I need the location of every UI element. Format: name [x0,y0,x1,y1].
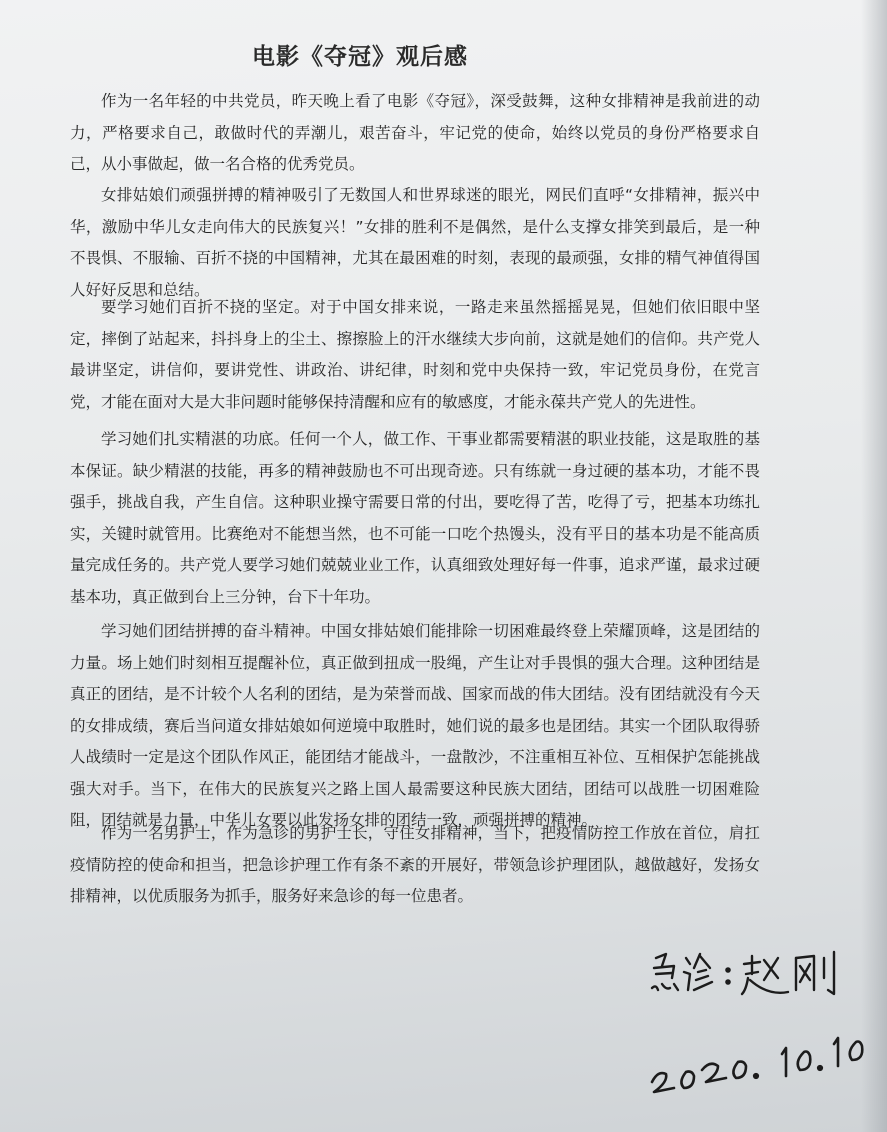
paragraph-intro: 作为一名年轻的中共党员，昨天晚上看了电影《夺冠》，深受鼓舞，这种女排精神是我前进的动力，严格要求自己，敢做时代的弄潮儿，艰苦奋斗，牢记党的使命，始终以党员的身份严格要求自己，从小事做起，做一名合格的优秀党员。 [70,92,760,173]
handwritten-signature [648,944,848,1004]
handwritten-date [640,1030,880,1110]
paragraph-spirit: 女排姑娘们顽强拼搏的精神吸引了无数国人和世界球迷的眼光，网民们直呼“女排精神，振兴中华，激励中华儿女走向伟大的民族复兴！”女排的胜利不是偶然，是什么支撑女排笑到最后，是一种不畏惧、不服输、百折不挠的中国精神，尤其在最困难的时刻，表现的最顽强，女排的精气神值得国人好好反思和总结。 [70,186,760,299]
paragraph-nurse: 作为一名男护士，作为急诊的男护士长，守住女排精神，当下，把疫情防控工作放在首位，肩扛疫情防控的使命和担当，把急诊护理工作有条不紊的开展好，带领急诊护理团队，越做越好，发扬女排精神，以优质服务为抓手，服务好来急诊的每一位患者。 [70,824,760,905]
document-title: 电影《夺冠》观后感 [252,44,468,70]
paragraph-skills: 学习她们扎实精湛的功底。任何一个人，做工作、干事业都需要精湛的职业技能，这是取胜的基本保证。缺少精湛的技能，再多的精神鼓励也不可出现奇迹。只有练就一身过硬的基本功，才能不畏强手，挑战自我，产生自信。这种职业操守需要日常的付出，要吃得了苦，吃得了亏，把基本功练扎实，关键时就管用。比赛绝对不能想当然，也不可能一口吃个热馒头，没有平日的基本功是不能高质量完成任务的。共产党人要学习她们兢兢业业工作，认真细致处理好每一件事，追求严谨，最求过硬基本功，真正做到台上三分钟，台下十年功。 [70,430,760,606]
signature-strokes [648,944,848,1004]
paragraph-unity: 学习她们团结拼搏的奋斗精神。中国女排姑娘们能排除一切困难最终登上荣耀顶峰，这是团结的力量。场上她们时刻相互提醒补位，真正做到扭成一股绳，产生让对手畏惧的强大合理。这种团结是真正的团结，是不计较个人名利的团结，是为荣誉而战、国家而战的伟大团结。没有团结就没有今天的女排成绩，赛后当问道女排姑娘如何逆境中取胜时，她们说的最多也是团结。其实一个团队取得骄人战绩时一定是这个团队作风正，能团结才能战斗，一盘散沙，不注重相互补位、互相保护怎能挑战强大对手。当下，在伟大的民族复兴之路上国人最需要这种民族大团结，团结可以战胜一切困难险阻，团结就是力量，中华儿女要以此发扬女排的团结一致，顽强拼搏的精神。 [70,622,760,829]
paper-shadow-edge [861,0,887,1132]
date-strokes [640,1030,880,1110]
paragraph-perseverance: 要学习她们百折不挠的坚定。对于中国女排来说，一路走来虽然摇摇晃晃，但她们依旧眼中坚定，摔倒了站起来，抖抖身上的尘土、擦擦脸上的汗水继续大步向前，这就是她们的信仰。共产党人最讲坚定，讲信仰，要讲党性、讲政治、讲纪律，时刻和党中央保持一致，牢记党员身份，在党言党，才能在面对大是大非问题时能够保持清醒和应有的敏感度，才能永葆共产党人的先进性。 [70,298,760,411]
